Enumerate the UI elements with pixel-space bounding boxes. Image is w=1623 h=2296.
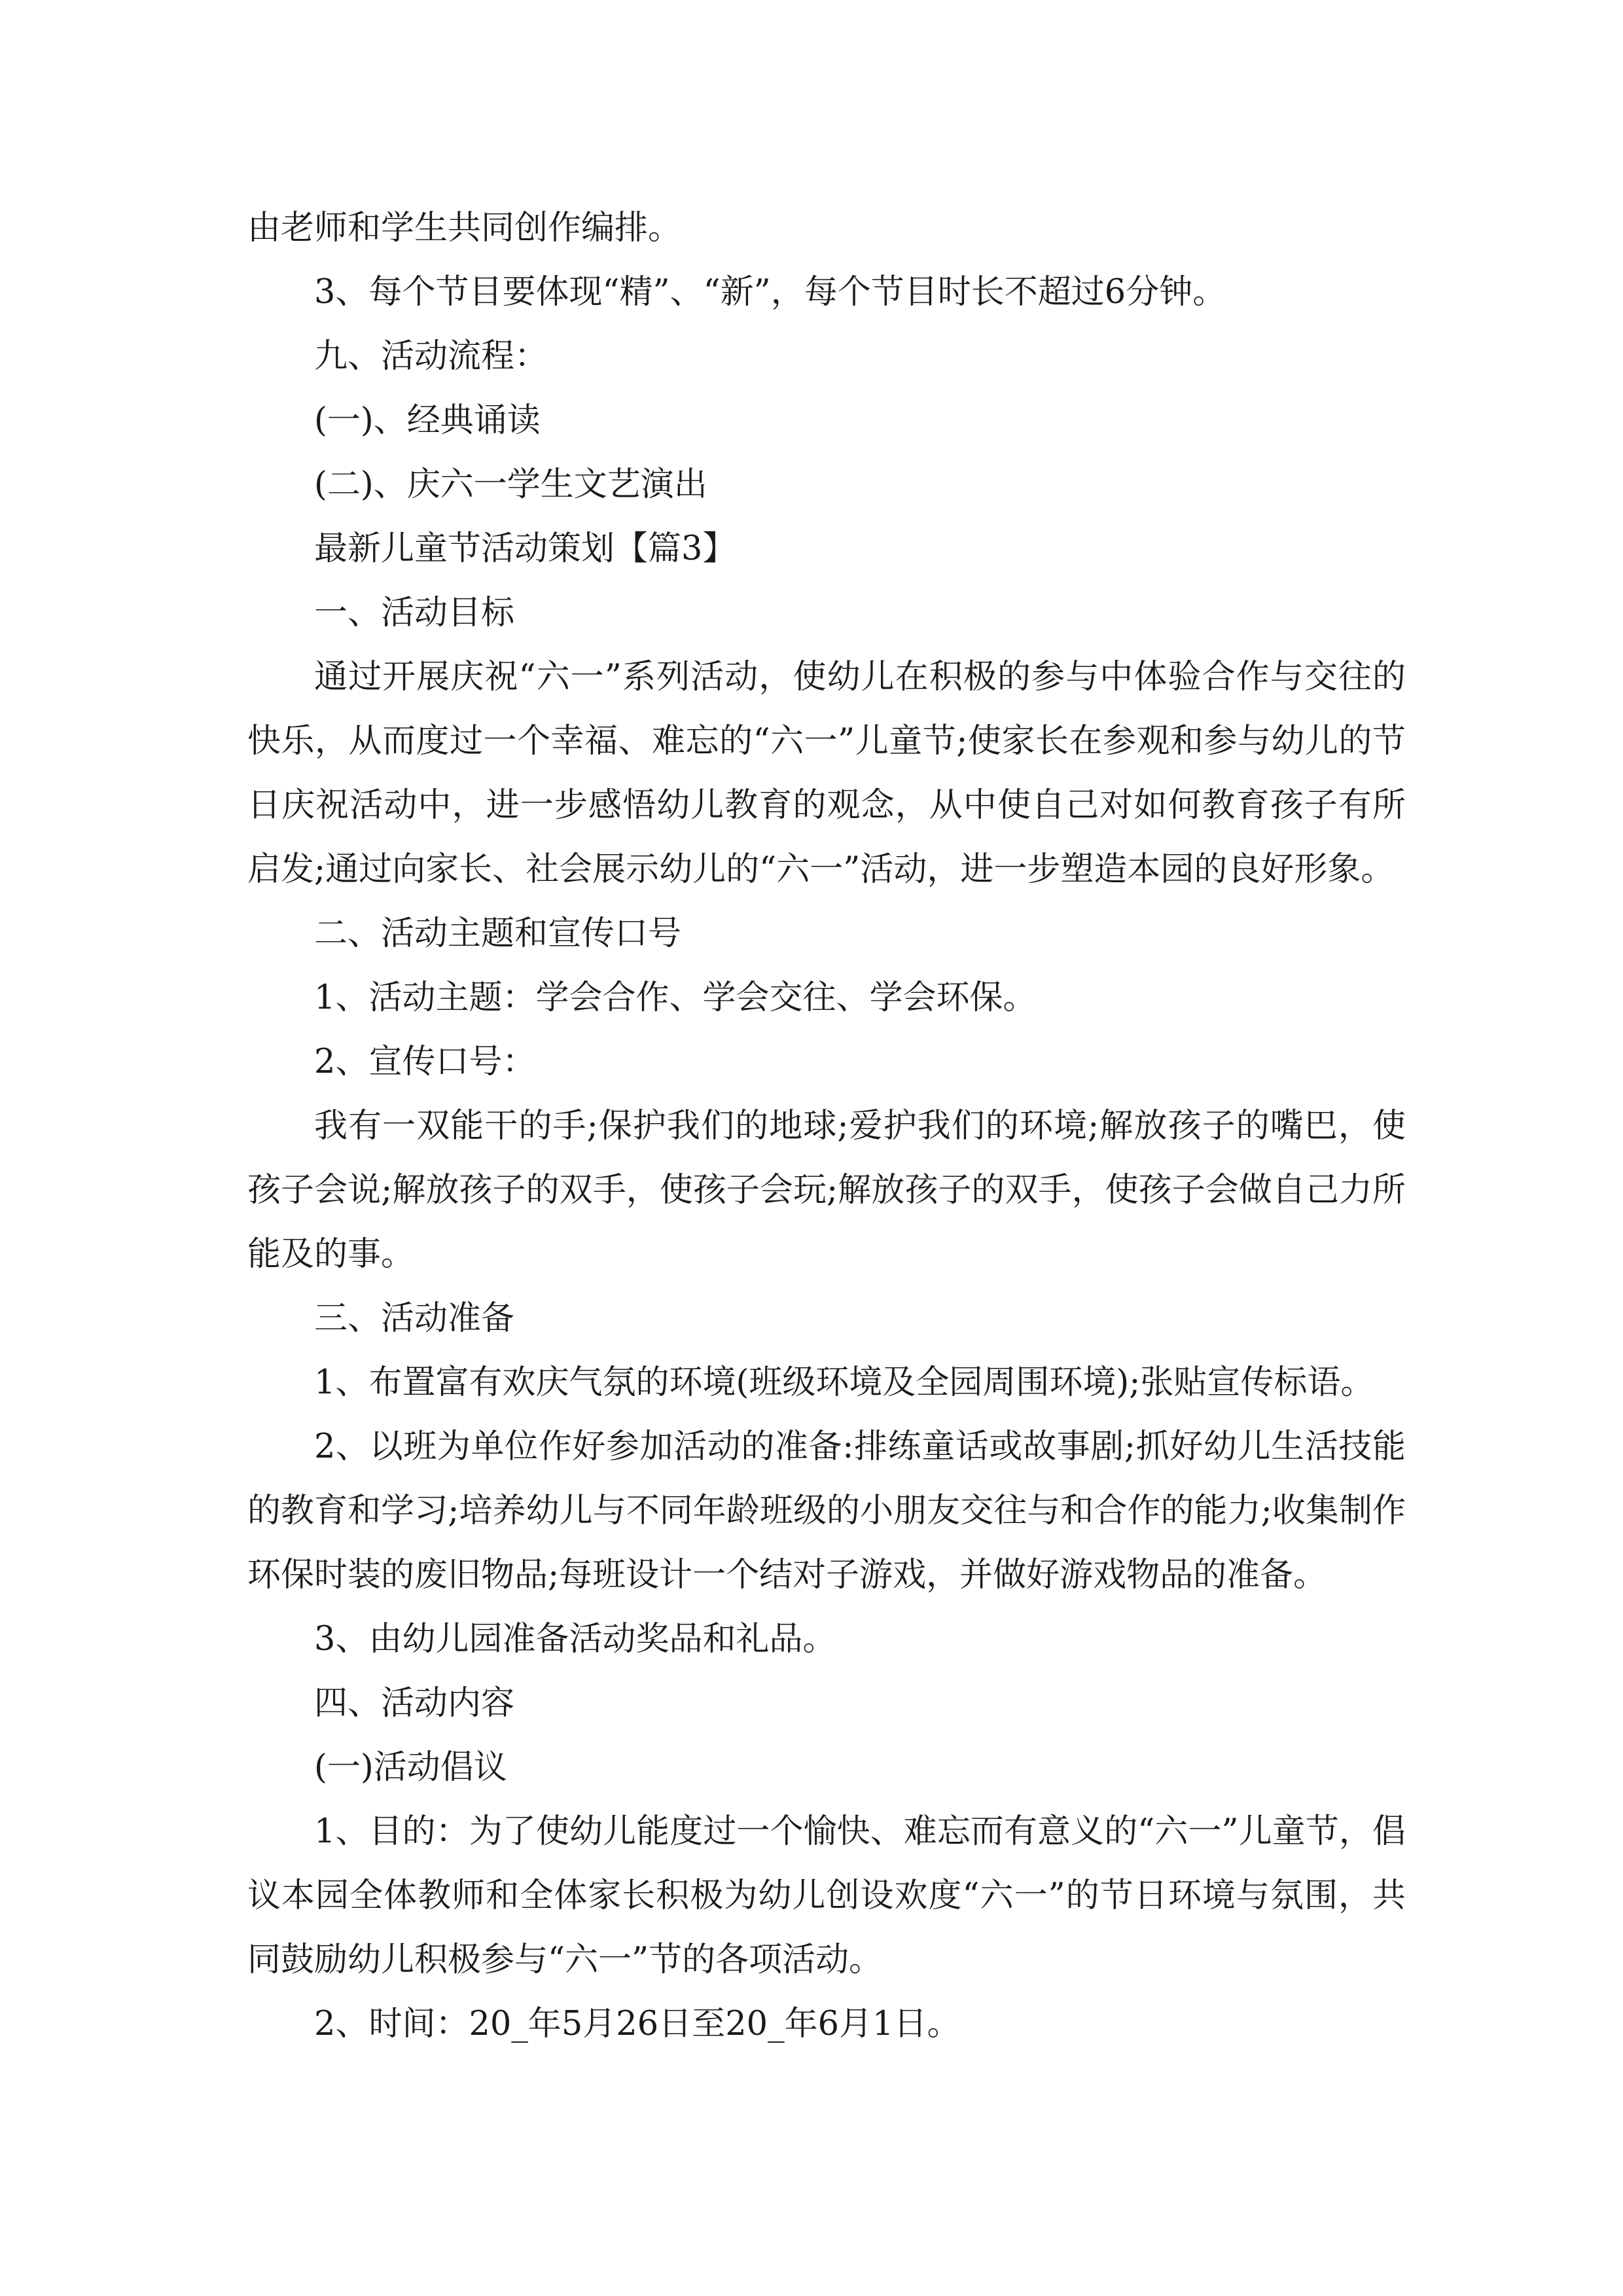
- section-heading-goal: 一、活动目标: [314, 594, 515, 632]
- paragraph-preparation-2: 2、以班为单位作好参加活动的准备:排练童话或故事剧;抓好幼儿生活技能的教育和学习;培养幼儿与不同年龄班级的小朋友交往与和合作的能力;收集制作环保时装的废旧物品;每班设计一个结对子游戏，并做好游戏物品的准备。: [247, 1427, 1406, 1594]
- paragraph-initiative-purpose: 1、目的：为了使幼儿能度过一个愉快、难忘而有意义的“六一”儿童节，倡议本园全体教师和全体家长积极为幼儿创设欢度“六一”的节日环境与氛围，共同鼓励幼儿积极参与“六一”节的各项活动。: [247, 1812, 1406, 1979]
- section-heading-theme: 二、活动主题和宣传口号: [314, 914, 682, 953]
- section-heading-activity-flow: 九、活动流程：: [314, 337, 548, 376]
- section-heading-preparation: 三、活动准备: [314, 1299, 515, 1338]
- paragraph-continuation: 由老师和学生共同创作编排。: [247, 209, 682, 247]
- paragraph-slogan-label: 2、宣传口号：: [314, 1043, 536, 1081]
- document-body: [247, 196, 1406, 2056]
- paragraph-preparation-3: 3、由幼儿园准备活动奖品和礼品。: [314, 1620, 836, 1659]
- list-item-classic-reading: (一)、经典诵读: [314, 401, 541, 440]
- subheading-initiative: (一)活动倡议: [314, 1748, 507, 1787]
- paragraph-goal: 通过开展庆祝“六一”系列活动，使幼儿在积极的参与中体验合作与交往的快乐，从而度过一个幸福、难忘的“六一”儿童节;使家长在参观和参与幼儿的节日庆祝活动中，进一步感悟幼儿教育的观念，从中使自己对如何教育孩子有所启发;通过向家长、社会展示幼儿的“六一”活动，进一步塑造本园的良好形象。: [247, 658, 1406, 889]
- paragraph-preparation-1: 1、布置富有欢庆气氛的环境(班级环境及全园周围环境);张贴宣传标语。: [314, 1363, 1374, 1402]
- paragraph-theme: 1、活动主题：学会合作、学会交往、学会环保。: [314, 978, 1037, 1017]
- paragraph-slogan: 我有一双能干的手;保护我们的地球;爱护我们的环境;解放孩子的嘴巴，使孩子会说;解放孩子的双手，使孩子会玩;解放孩子的双手，使孩子会做自己力所能及的事。: [247, 1107, 1406, 1274]
- list-item-performance: (二)、庆六一学生文艺演出: [314, 465, 707, 504]
- paragraph-initiative-time: 2、时间：20_年5月26日至20_年6月1日。: [314, 2005, 961, 2043]
- section-heading-content: 四、活动内容: [314, 1684, 515, 1723]
- paragraph-program-requirement: 3、每个节目要体现“精”、“新”，每个节目时长不超过6分钟。: [314, 273, 1226, 312]
- article-title: 最新儿童节活动策划【篇3】: [314, 529, 736, 568]
